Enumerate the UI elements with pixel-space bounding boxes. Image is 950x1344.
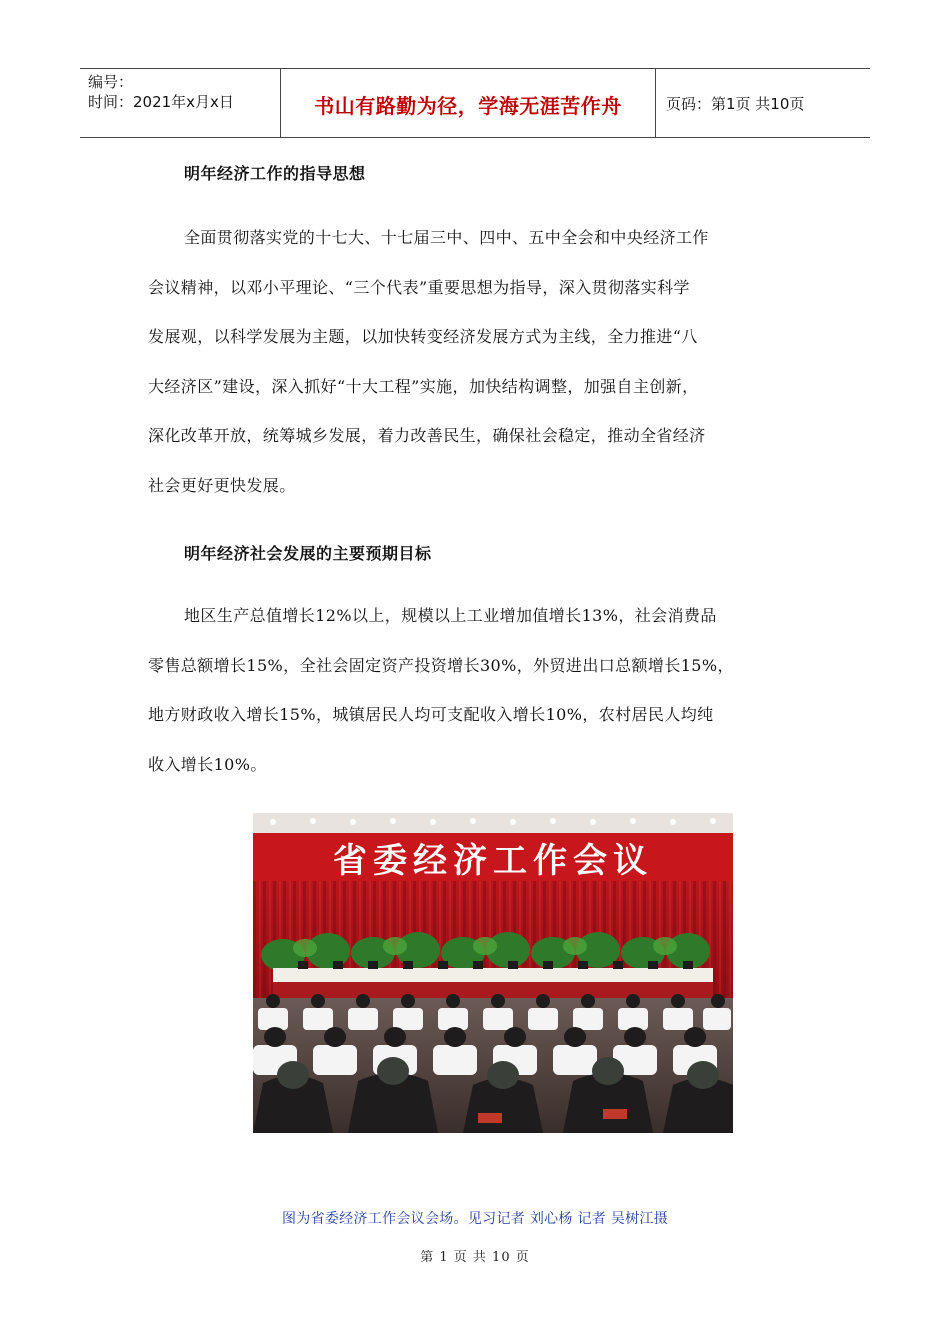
document-number-label: 编号： (88, 73, 134, 91)
header-motto: 书山有路勤为径，学海无涯苦作舟 (314, 94, 622, 118)
paragraph-line: 收入增长10%。 (148, 754, 267, 774)
paragraph-line: 深化改革开放，统筹城乡发展，着力改善民生，确保社会稳定，推动全省经济 (148, 426, 706, 445)
photo-caption: 图为省委经济工作会议会场。见习记者 刘心杨 记者 吴树江摄 (281, 1211, 669, 1227)
section-paragraph-guiding-ideology (148, 213, 828, 510)
section-paragraph-expected-targets (148, 591, 828, 789)
paragraph-line: 地区生产总值增长12%以上，规模以上工业增加值增长13%，社会消费品 (184, 606, 717, 625)
paragraph-line: 发展观，以科学发展为主题，以加快转变经济发展方式为主线，全力推进“八 (148, 327, 698, 346)
banner-text: 省委经济工作会议 (333, 841, 653, 881)
paragraph-line: 全面贯彻落实党的十七大、十七届三中、四中、五中全会和中央经济工作 (184, 228, 709, 247)
paragraph-line: 社会更好更快发展。 (148, 475, 296, 495)
paragraph-line: 会议精神，以邓小平理论、“三个代表”重要思想为指导，深入贯彻落实科学 (148, 277, 690, 297)
page-footer: 第 1 页 共 10 页 (420, 1250, 530, 1265)
header-page-number: 页码：第1页 共10页 (666, 95, 805, 113)
meeting-hall-photo (253, 813, 733, 1133)
header-page-cell (655, 69, 871, 137)
header-motto-cell (281, 69, 655, 137)
section-heading-guiding-ideology: 明年经济工作的指导思想 (184, 164, 366, 183)
document-date-label: 时间：2021年x月x日 (88, 93, 234, 111)
paragraph-line: 大经济区”建设，深入抓好“十大工程”实施，加快结构调整，加强自主创新， (148, 376, 699, 396)
header-info-cell (80, 69, 281, 137)
section-heading-expected-targets: 明年经济社会发展的主要预期目标 (184, 544, 432, 563)
document-header (80, 68, 870, 138)
paragraph-line: 零售总额增长15%，全社会固定资产投资增长30%，外贸进出口总额增长15%， (148, 655, 734, 675)
paragraph-line: 地方财政收入增长15%，城镇居民人均可支配收入增长10%，农村居民人均纯 (148, 705, 714, 724)
